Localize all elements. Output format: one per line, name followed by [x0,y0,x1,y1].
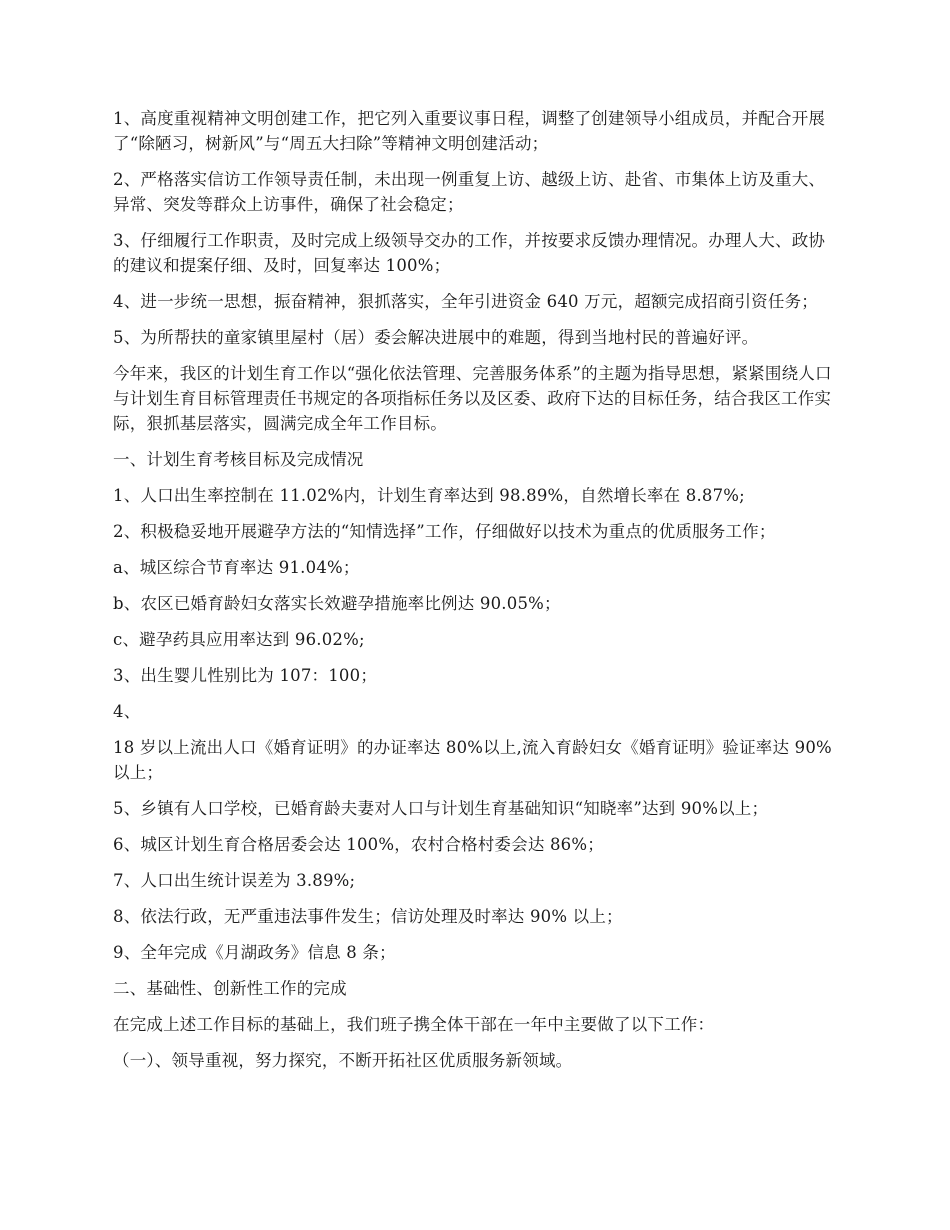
paragraph-20: 9、全年完成《月湖政务》信息 8 条； [113,943,396,962]
paragraph-9: 2、积极稳妥地开展避孕方法的“知情选择”工作，仔细做好以技术为重点的优质服务工作； [113,522,776,541]
paragraph-22: 在完成上述工作目标的基础上，我们班子携全体干部在一年中主要做了以下工作： [113,1015,715,1034]
paragraph-3: 3、仔细履行工作职责，及时完成上级领导交办的工作，并按要求反馈办理情况。办理人大、政协的建议和提案仔细、及时，回复率达 100%； [113,231,826,275]
document-body [113,106,839,1084]
paragraph-2: 2、严格落实信访工作领导责任制，未出现一例重复上访、越级上访、赴省、市集体上访及重大、异常、突发等群众上访事件，确保了社会稳定； [113,170,826,214]
paragraph-14: 4、 [113,702,141,721]
paragraph-5: 5、为所帮扶的童家镇里屋村（居）委会解决进展中的难题，得到当地村民的普遍好评。 [113,328,759,347]
paragraph-10: a、城区综合节育率达 91.04%； [113,558,360,577]
paragraph-17: 6、城区计划生育合格居委会达 100%，农村合格村委会达 86%； [113,835,604,854]
paragraph-6: 今年来，我区的计划生育工作以“强化依法管理、完善服务体系”的主题为指导思想，紧紧围绕人口与计划生育目标管理责任书规定的各项指标任务以及区委、政府下达的目标任务，结合我区工作实际，狠抓基层落实，圆满完成全年工作目标。 [113,364,832,433]
paragraph-23: （一）、领导重视，努力探究，不断开拓社区优质服务新领域。 [113,1051,573,1070]
paragraph-8: 1、人口出生率控制在 11.02%内，计划生育率达到 98.89%，自然增长率在 8.87%; [113,486,745,505]
paragraph-15: 18 岁以上流出人口《婚育证明》的办证率达 80%以上,流入育龄妇女《婚育证明》验证率达 90%以上； [113,738,832,782]
paragraph-11: b、农区已婚育龄妇女落实长效避孕措施率比例达 90.05%； [113,594,561,613]
paragraph-19: 8、依法行政，无严重违法事件发生；信访处理及时率达 90% 以上； [113,907,623,926]
paragraph-13: 3、出生婴儿性别比为 107：100； [113,666,378,685]
paragraph-18: 7、人口出生统计误差为 3.89%; [113,871,356,890]
section-heading-2: 二、基础性、创新性工作的完成 [113,979,347,998]
paragraph-12: c、避孕药具应用率达到 96.02%; [113,630,365,649]
paragraph-16: 5、乡镇有人口学校，已婚育龄夫妻对人口与计划生育基础知识“知晓率”达到 90%以上； [113,799,769,818]
paragraph-1: 1、高度重视精神文明创建工作，把它列入重要议事日程，调整了创建领导小组成员，并配合开展了“除陋习，树新风”与“周五大扫除”等精神文明创建活动； [113,109,826,153]
section-heading-1: 一、计划生育考核目标及完成情况 [113,450,364,469]
paragraph-4: 4、进一步统一思想，振奋精神，狠抓落实，全年引进资金 640 万元，超额完成招商引资任务； [113,292,818,311]
